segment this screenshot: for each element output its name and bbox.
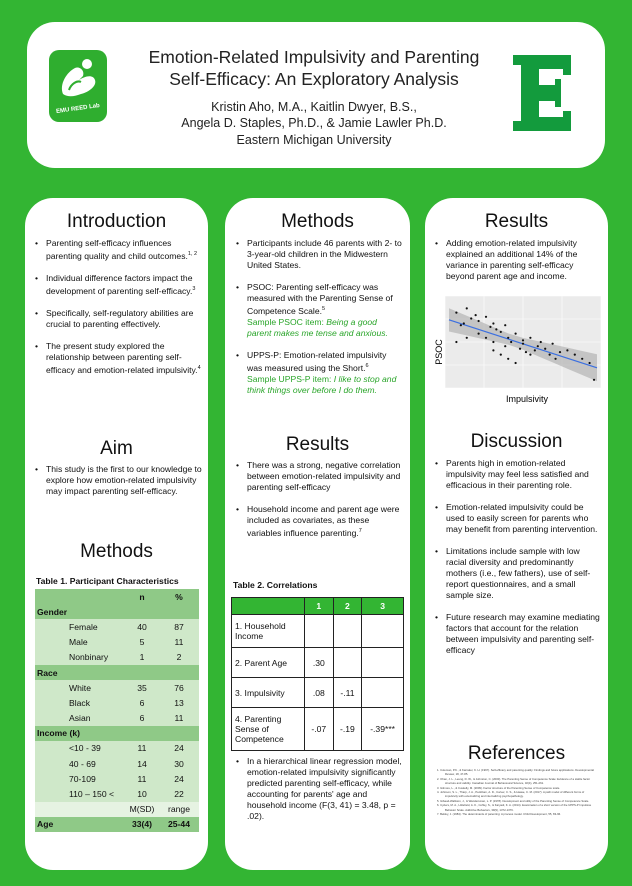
bullet-item bbox=[34, 273, 202, 297]
data-point bbox=[552, 343, 554, 345]
table2-cell: .30 bbox=[305, 648, 334, 678]
table1-row bbox=[35, 650, 199, 665]
table2-header-cell bbox=[232, 598, 305, 615]
table1-percent-cell: 13 bbox=[159, 695, 199, 710]
bullet-item bbox=[34, 238, 202, 262]
title-line-2: Self-Efficacy: An Exploratory Analysis bbox=[169, 69, 459, 89]
table1-label-cell: White bbox=[35, 680, 125, 695]
bullet-text: Parenting self-efficacy influences parenting quality and child outcomes. bbox=[46, 238, 188, 261]
table2-row bbox=[232, 678, 404, 708]
bullet-item bbox=[235, 282, 403, 339]
lab-logo-text: EMU REED Lab bbox=[55, 102, 101, 116]
table1-row bbox=[35, 771, 199, 786]
table1-row bbox=[35, 695, 199, 710]
introduction-heading: Introduction bbox=[66, 211, 167, 232]
table1-row bbox=[35, 802, 199, 817]
data-point bbox=[537, 345, 539, 347]
data-point bbox=[574, 354, 576, 356]
table2-cell bbox=[362, 615, 404, 648]
table1-label-cell: Asian bbox=[35, 711, 125, 726]
table1-row bbox=[35, 726, 199, 741]
table1-label-cell: Age bbox=[35, 817, 125, 832]
data-point bbox=[515, 333, 517, 335]
table2-cell bbox=[333, 648, 362, 678]
table1-percent-cell: 22 bbox=[159, 786, 199, 801]
bullet-text: Specifically, self-regulatory abilities are crucial to parenting effectively. bbox=[46, 307, 194, 329]
table1-n-cell bbox=[125, 604, 159, 619]
data-point bbox=[475, 314, 477, 316]
table2-header-row bbox=[232, 598, 404, 615]
table1-label-cell: Gender bbox=[35, 604, 125, 619]
data-point bbox=[589, 362, 591, 364]
data-point bbox=[510, 341, 512, 343]
table1-label-cell: Female bbox=[35, 619, 125, 634]
reference-entry: 5. Gibaud-Wallston, J., & Wandersman, L. P. (1978). Development and utility of the Parenting Sense of Competence Scale. bbox=[437, 798, 590, 803]
bullet-text: The present study explored the relationship between parenting self-efficacy and emotion-related impulsivity. bbox=[46, 340, 198, 375]
table1-header-cell bbox=[35, 589, 125, 604]
data-point bbox=[507, 358, 509, 360]
table1-percent-cell: 87 bbox=[159, 619, 199, 634]
table2-caption: Table 2. Correlations bbox=[233, 580, 318, 590]
citation-superscript: 7 bbox=[358, 528, 362, 534]
table1-header-cell: n bbox=[125, 589, 159, 604]
data-point bbox=[507, 337, 509, 339]
y-axis-label: PSOC bbox=[434, 339, 444, 365]
data-point bbox=[492, 349, 494, 351]
data-point bbox=[522, 339, 524, 341]
table2-row bbox=[232, 648, 404, 678]
table2-cell bbox=[333, 615, 362, 648]
reference-entry: 3. Gilmore, L., & Cuskelly, M. (2009). Factor structure of the Parenting Sense of Competence scale. bbox=[437, 785, 561, 790]
table2-cell: .08 bbox=[305, 678, 334, 708]
data-point bbox=[529, 337, 531, 339]
bullet-item bbox=[434, 612, 602, 656]
table1-row bbox=[35, 741, 199, 756]
bullet-item bbox=[34, 308, 202, 330]
bullet-text: Future research may examine mediating factors that account for the relation between impulsivity and parenting self-efficacy bbox=[446, 612, 600, 655]
table1-percent-cell: 24 bbox=[159, 741, 199, 756]
bullet-item bbox=[235, 504, 403, 539]
bullet-text: Emotion-related impulsivity could be used to easily screen for parents who may benefit from parenting intervention. bbox=[446, 502, 598, 534]
table1-percent-cell: 11 bbox=[159, 635, 199, 650]
data-point bbox=[554, 358, 556, 360]
table1-n-cell: 33(4) bbox=[125, 817, 159, 832]
table2-cell bbox=[305, 615, 334, 648]
data-point bbox=[485, 337, 487, 339]
data-point bbox=[460, 324, 462, 326]
table1-row bbox=[35, 756, 199, 771]
bullet-item bbox=[235, 460, 403, 493]
bullet-text: Parents high in emotion-related impulsivity may feel less satisfied and efficacious in their parenting role. bbox=[446, 458, 589, 490]
x-axis-label: Impulsivity bbox=[505, 394, 549, 404]
regression-bullet: • In a hierarchical linear regression model, emotion-related impulsivity significantly predicted parenting self-efficacy, while accounting for parents' age and household income (F(3, 41) = 3.48, p = .02). bbox=[235, 756, 403, 822]
table1-n-cell: 5 bbox=[125, 635, 159, 650]
regression-stat: (F(3, 41) = 3.48, p = .02). bbox=[247, 800, 396, 821]
header-panel bbox=[27, 22, 605, 168]
citation-superscript: 3 bbox=[192, 285, 196, 292]
table1-n-cell: 35 bbox=[125, 680, 159, 695]
bullet-item bbox=[434, 458, 602, 491]
authors-line-2: Angela D. Staples, Ph.D., & Jamie Lawler Ph.D. bbox=[181, 116, 447, 130]
table2-header-cell: 3 bbox=[362, 598, 404, 615]
table1-percent-cell: 76 bbox=[159, 680, 199, 695]
table1-header-cell: % bbox=[159, 589, 199, 604]
discussion-heading: Discussion bbox=[470, 431, 563, 452]
data-point bbox=[500, 331, 502, 333]
bullet-item bbox=[434, 502, 602, 535]
data-point bbox=[566, 349, 568, 351]
bullet-text: This study is the first to our knowledge to explore how emotion-related impulsivity may impact parenting self-efficacy. bbox=[46, 464, 202, 496]
sample-item-note bbox=[247, 374, 403, 396]
bullet-item bbox=[434, 546, 602, 601]
citation-superscript: 5 bbox=[322, 306, 326, 312]
data-point bbox=[519, 348, 521, 350]
table1-percent-cell: 30 bbox=[159, 756, 199, 771]
reference-entry: 6. Cyders, M. A., Littlefield, A. K., Coffey, S., & Karyadi, K. A. (2014). Examination of a short version of the UPPS-P Impulsive Behavior Scale. Addictive Behaviors, 39(9), 1372-1376. bbox=[437, 803, 592, 812]
bullet-text: Limitations include sample with low racial diversity and predominantly mothers (i.e., few fathers), use of self-report questionnaires, and a small sample size. bbox=[446, 546, 591, 600]
middle-column bbox=[225, 198, 410, 870]
regression-list bbox=[235, 756, 403, 833]
reference-entry: 7. Belsky, J. (1984). The determinants of parenting: A process model. Child Development, 55, 83-96. bbox=[437, 812, 561, 817]
data-point bbox=[559, 351, 561, 353]
right-column bbox=[425, 198, 608, 870]
participant-characteristics-table bbox=[35, 589, 199, 832]
bullet-text: UPPS-P: Emotion-related impulsivity was measured using the Short. bbox=[247, 349, 387, 373]
left-column bbox=[25, 198, 208, 870]
sample-item-text: I like to stop and think things over before I do them. bbox=[247, 373, 397, 395]
table1-label-cell: 40 - 69 bbox=[35, 756, 125, 771]
data-point bbox=[525, 351, 527, 353]
table1-percent-cell: 11 bbox=[159, 711, 199, 726]
table1-caption: Table 1. Participant Characteristics bbox=[36, 576, 179, 586]
table1-row bbox=[35, 665, 199, 680]
lab-logo bbox=[49, 50, 107, 122]
table1-percent-cell bbox=[159, 665, 199, 680]
authors-line-1: Kristin Aho, M.A., Kaitlin Dwyer, B.S., bbox=[211, 100, 417, 114]
table2-row bbox=[232, 708, 404, 751]
methods-list bbox=[235, 238, 403, 407]
bullet-item bbox=[34, 464, 202, 497]
methods-heading: Methods bbox=[281, 211, 354, 232]
table1-label-cell: Black bbox=[35, 695, 125, 710]
table2-cell: -.39*** bbox=[362, 708, 404, 751]
table1-n-cell: 1 bbox=[125, 650, 159, 665]
poster-title bbox=[119, 46, 509, 90]
data-point bbox=[522, 343, 524, 345]
table2-cell: -.11 bbox=[333, 678, 362, 708]
data-point bbox=[478, 320, 480, 322]
table1-label-cell: Nonbinary bbox=[35, 650, 125, 665]
table1-n-cell: 11 bbox=[125, 741, 159, 756]
table2-cell bbox=[362, 648, 404, 678]
sample-item-label: Sample PSOC item: bbox=[247, 316, 327, 327]
table1-percent-cell: 25-44 bbox=[159, 817, 199, 832]
table1-row bbox=[35, 786, 199, 801]
bullet-text: Individual difference factors impact the development of parenting self-efficacy. bbox=[46, 272, 193, 296]
data-point bbox=[455, 341, 457, 343]
table1-label-cell: Income (k) bbox=[35, 726, 125, 741]
table1-percent-cell: range bbox=[159, 802, 199, 817]
table2-cell: -.19 bbox=[333, 708, 362, 751]
methods-heading-left: Methods bbox=[80, 541, 153, 562]
table1-row bbox=[35, 604, 199, 619]
table1-percent-cell bbox=[159, 726, 199, 741]
table2-cell: 3. Impulsivity bbox=[232, 678, 305, 708]
references-list bbox=[437, 768, 597, 816]
bullet-text: Household income and parent age were included as covariates, as these variables influence parenting. bbox=[247, 504, 400, 538]
university: Eastern Michigan University bbox=[236, 133, 392, 147]
table1-row bbox=[35, 619, 199, 634]
citation-superscript: 4 bbox=[197, 364, 201, 371]
data-point bbox=[470, 317, 472, 319]
bullet-text: There was a strong, negative correlation between emotion-related impulsivity and parenting self-efficacy bbox=[247, 460, 401, 492]
table1-row bbox=[35, 711, 199, 726]
sample-item-text: Being a good parent makes me tense and anxious. bbox=[247, 316, 388, 338]
reference-entry: 1. Coleman, P.K., & Karraker, K. H. (1997). Self-efficacy and parenting quality: Findings and future applications. Developmental Review, 18, 47-85. bbox=[437, 768, 594, 777]
table1-label-cell bbox=[35, 802, 125, 817]
table1-row bbox=[35, 680, 199, 695]
data-point bbox=[495, 328, 497, 330]
table1-n-cell: M(SD) bbox=[125, 802, 159, 817]
data-point bbox=[489, 326, 491, 328]
title-line-1: Emotion-Related Impulsivity and Parenting bbox=[148, 47, 480, 67]
table1-label-cell: 110 – 150 < bbox=[35, 786, 125, 801]
table2-cell: 2. Parent Age bbox=[232, 648, 305, 678]
data-point bbox=[534, 349, 536, 351]
reference-entry: 2. Ohan, J. L., Leung, D. W., & Johnston, C. (2000). The Parenting Sense of Competence Scale: Evidence of a stable factor structure and validity. Canadian Journal of Behavioural Science, 32(4), 251-261. bbox=[437, 776, 591, 786]
data-point bbox=[466, 307, 468, 309]
bullet-item bbox=[235, 238, 403, 271]
table1-n-cell: 6 bbox=[125, 711, 159, 726]
data-point bbox=[549, 354, 551, 356]
table1-label-cell: <10 - 39 bbox=[35, 741, 125, 756]
data-point bbox=[593, 379, 595, 381]
table1-n-cell bbox=[125, 665, 159, 680]
bullet-text: PSOC: Parenting self-efficacy was measured with the Parenting Sense of Competence Scale. bbox=[247, 282, 393, 316]
table1-percent-cell: 24 bbox=[159, 771, 199, 786]
data-point bbox=[466, 337, 468, 339]
table1-label-cell: 70-109 bbox=[35, 771, 125, 786]
aim-heading: Aim bbox=[100, 438, 133, 459]
data-point bbox=[485, 316, 487, 318]
data-point bbox=[492, 322, 494, 324]
table1-percent-cell: 2 bbox=[159, 650, 199, 665]
aim-list bbox=[34, 464, 202, 508]
table1-row bbox=[35, 817, 199, 832]
data-point bbox=[478, 333, 480, 335]
authors bbox=[119, 99, 509, 131]
table2-row bbox=[232, 615, 404, 648]
data-point bbox=[581, 358, 583, 360]
sample-item-note bbox=[247, 317, 403, 339]
table2-cell bbox=[362, 678, 404, 708]
data-point bbox=[515, 362, 517, 364]
table1-n-cell bbox=[125, 726, 159, 741]
table2-cell: -.07 bbox=[305, 708, 334, 751]
discussion-list bbox=[434, 458, 602, 667]
table1-header-row bbox=[35, 589, 199, 604]
results-heading-middle: Results bbox=[285, 434, 350, 455]
table1-n-cell: 10 bbox=[125, 786, 159, 801]
introduction-list bbox=[34, 238, 202, 387]
table1-row bbox=[35, 635, 199, 650]
table2-cell: 1. Household Income bbox=[232, 615, 305, 648]
impulsivity-psoc-scatterplot bbox=[434, 294, 603, 406]
data-point bbox=[540, 341, 542, 343]
citation-superscript: 6 bbox=[365, 362, 369, 369]
results-summary-bullet: • Adding emotion-related impulsivity explained an additional 14% of the variance in parenting self-efficacy beyond parent age and income. bbox=[434, 238, 602, 282]
bullet-text: Participants include 46 parents with 2- to 3-year-old children in the Midwestern United States. bbox=[247, 238, 402, 270]
data-point bbox=[544, 348, 546, 350]
sample-item-label: Sample UPPS-P item: bbox=[247, 373, 334, 384]
table1-n-cell: 14 bbox=[125, 756, 159, 771]
data-point bbox=[463, 322, 465, 324]
results-summary-list bbox=[434, 238, 602, 293]
table1-percent-cell bbox=[159, 604, 199, 619]
table1-label-cell: Race bbox=[35, 665, 125, 680]
data-point bbox=[529, 354, 531, 356]
table2-header-cell: 1 bbox=[305, 598, 334, 615]
data-point bbox=[455, 312, 457, 314]
data-point bbox=[500, 354, 502, 356]
bullet-item bbox=[235, 350, 403, 396]
emu-block-e-logo bbox=[513, 55, 575, 131]
table1-n-cell: 40 bbox=[125, 619, 159, 634]
references-heading: References bbox=[467, 743, 566, 764]
results-list bbox=[235, 460, 403, 550]
table1-n-cell: 6 bbox=[125, 695, 159, 710]
data-point bbox=[492, 341, 494, 343]
results-heading-right: Results bbox=[484, 211, 549, 232]
table1-n-cell: 11 bbox=[125, 771, 159, 786]
table1-label-cell: Male bbox=[35, 635, 125, 650]
table2-header-cell: 2 bbox=[333, 598, 362, 615]
reference-entry: 4. Johnson, S. L., Tharp, J. A., Peckham, A. D., Carver, C. S., & Haase, C. M. (2017). A path model of different forms of impulsivity with externalizing and internalizing psychopathology. bbox=[437, 790, 585, 799]
bullet-item bbox=[34, 341, 202, 376]
citation-superscript: 1, 2 bbox=[187, 251, 198, 257]
correlations-table bbox=[231, 597, 404, 751]
data-point bbox=[504, 345, 506, 347]
data-point bbox=[504, 324, 506, 326]
table2-cell: 4. Parenting Sense of Competence bbox=[232, 708, 305, 751]
